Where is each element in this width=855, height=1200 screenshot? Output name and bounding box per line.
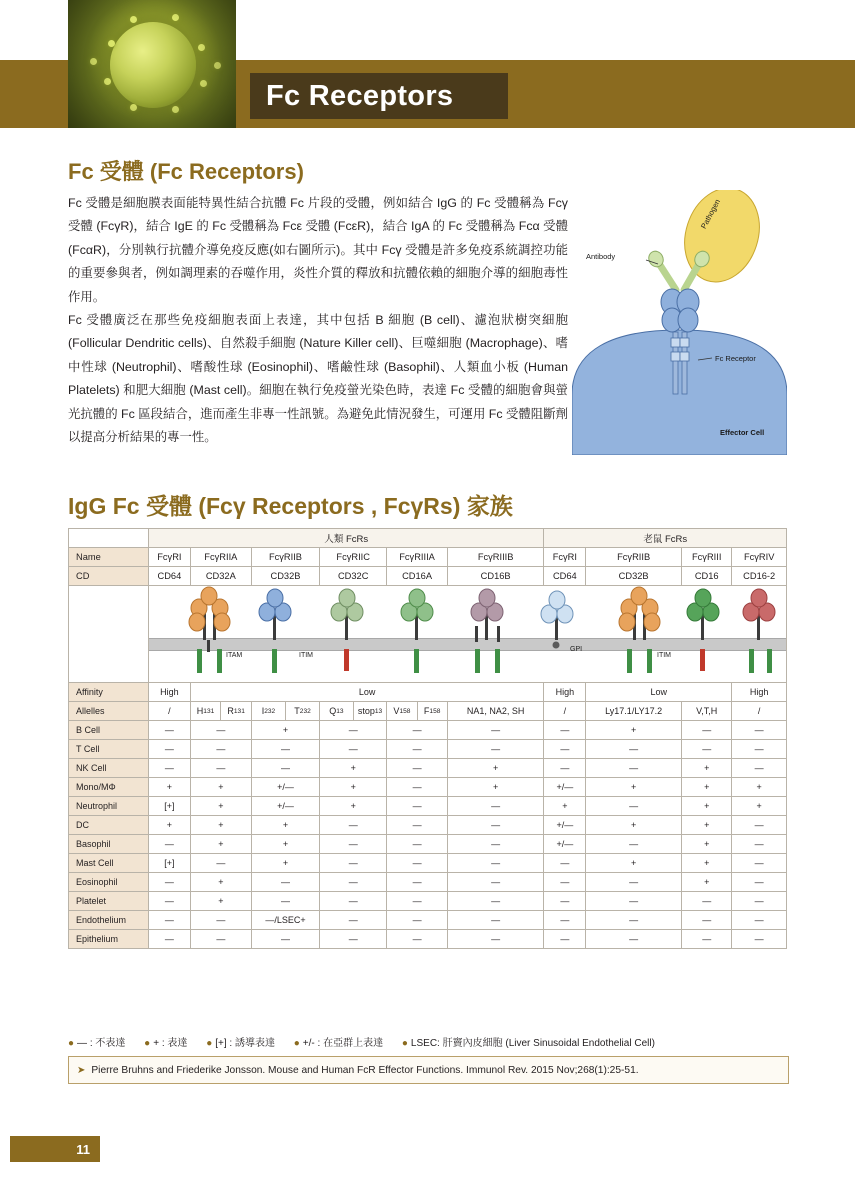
cell-name-6: FcγRI	[544, 548, 586, 567]
cell-endo-3: —	[320, 911, 387, 930]
cell-name-5: FcγRIIIB	[447, 548, 544, 567]
cell-plt-0: —	[149, 892, 191, 911]
page-title: Fc Receptors	[266, 79, 454, 112]
cell-plt-4: —	[387, 892, 448, 911]
cell-plt-9: —	[732, 892, 787, 911]
cell-epi-4: —	[387, 930, 448, 949]
cell-bas-4: —	[387, 835, 448, 854]
cell-neu-7: —	[586, 797, 682, 816]
cell-mono-7: +	[586, 778, 682, 797]
cell-t-6: —	[544, 740, 586, 759]
cell-plt-2: —	[251, 892, 319, 911]
cell-mast-7: +	[586, 854, 682, 873]
cell-nk-9: —	[732, 759, 787, 778]
cell-name-1: FcγRIIA	[190, 548, 251, 567]
cell-neu-5: —	[447, 797, 544, 816]
cell-nk-2: —	[251, 759, 319, 778]
cell-t-7: —	[586, 740, 682, 759]
table-row	[69, 778, 787, 797]
section-heading-fc-receptors: Fc 受體 (Fc Receptors)	[68, 159, 304, 184]
cell-endo-0: —	[149, 911, 191, 930]
cell-cd-0: CD64	[149, 567, 191, 586]
cell-affinity-human-low: Low	[190, 683, 544, 702]
cell-endo-8: —	[682, 911, 732, 930]
cell-epi-8: —	[682, 930, 732, 949]
cell-affinity-mouse-low: Low	[586, 683, 732, 702]
cell-mono-2: +/—	[251, 778, 319, 797]
cell-eos-0: —	[149, 873, 191, 892]
cell-allele-8: F 158	[423, 706, 441, 716]
cell-endo-2: —/LSEC+	[251, 911, 319, 930]
table-row	[69, 892, 787, 911]
cell-name-0: FcγRI	[149, 548, 191, 567]
cell-plt-3: —	[320, 892, 387, 911]
cell-cd-4: CD16A	[387, 567, 448, 586]
cell-dc-1: +	[190, 816, 251, 835]
page-title-bar	[250, 73, 508, 119]
cell-allele-1: H 131	[191, 702, 222, 720]
cell-mono-5: +	[447, 778, 544, 797]
cell-t-0: —	[149, 740, 191, 759]
cell-cd-8: CD16	[682, 567, 732, 586]
cell-neu-3: +	[320, 797, 387, 816]
row-label-dc: DC	[69, 816, 149, 835]
cell-b-8: —	[682, 721, 732, 740]
cell-nk-5: +	[447, 759, 544, 778]
diagram-label-pathogen: Pathogen	[699, 197, 723, 231]
cell-mast-5: —	[447, 854, 544, 873]
table-row-receptor-graphics	[69, 586, 787, 683]
table-row	[69, 930, 787, 949]
cell-allele-h131-r131	[190, 702, 251, 721]
group-header-human: 人類 FcRs	[149, 529, 544, 548]
receptor-structure-canvas	[149, 586, 786, 682]
cell-allele-m2: V,T,H	[682, 702, 732, 721]
table-row-alleles	[69, 702, 787, 721]
cell-b-0: —	[149, 721, 191, 740]
virus-photo	[68, 0, 236, 128]
legend-item-2	[206, 1038, 275, 1049]
table-row	[69, 740, 787, 759]
cell-name-2: FcγRIIB	[251, 548, 319, 567]
row-label-endothelium: Endothelium	[69, 911, 149, 930]
cell-t-8: —	[682, 740, 732, 759]
cell-eos-7: —	[586, 873, 682, 892]
legend-item-3	[294, 1038, 383, 1049]
cell-allele-0: /	[149, 702, 191, 721]
cell-allele-i232-t232	[251, 702, 319, 721]
cell-t-2: —	[251, 740, 319, 759]
cell-affinity-mouse-high2: High	[732, 683, 787, 702]
cell-plt-5: —	[447, 892, 544, 911]
paragraph-1: Fc 受體是細胞膜表面能特異性結合抗體 Fc 片段的受體，例如結合 IgG 的 Fc 受體稱為 Fcγ 受體 (FcγR)，結合 IgE 的 Fc 受體稱為 Fcε 受體 (FcεR)，結合 IgA 的 Fc 受體稱為 Fcα 受體 (FcαR)，分別執行抗體介導免疫反應(如右圖所示)。其中 Fcγ 受體是許多免疫系統調控功能的重要參與者，例如調理素的吞噬作用，炎性介質的釋放和抗體依賴的細胞介導的細胞毒性作用。	[68, 196, 568, 304]
cell-eos-2: —	[251, 873, 319, 892]
fcr-family-table	[68, 528, 787, 949]
cell-mast-9: —	[732, 854, 787, 873]
cell-name-8: FcγRIII	[682, 548, 732, 567]
cell-mono-8: +	[682, 778, 732, 797]
cell-t-1: —	[190, 740, 251, 759]
cell-nk-4: —	[387, 759, 448, 778]
cell-eos-5: —	[447, 873, 544, 892]
cell-mast-0: [+]	[149, 854, 191, 873]
cell-affinity-mouse-high: High	[544, 683, 586, 702]
cell-b-9: —	[732, 721, 787, 740]
cell-cd-3: CD32C	[320, 567, 387, 586]
table-row	[69, 854, 787, 873]
cell-b-3: —	[320, 721, 387, 740]
cell-name-3: FcγRIIC	[320, 548, 387, 567]
cell-allele-m3: /	[732, 702, 787, 721]
cell-neu-0: [+]	[149, 797, 191, 816]
table-row	[69, 816, 787, 835]
cell-nk-1: —	[190, 759, 251, 778]
row-label-nk-cell: NK Cell	[69, 759, 149, 778]
cell-epi-7: —	[586, 930, 682, 949]
row-label-platelet: Platelet	[69, 892, 149, 911]
cell-endo-9: —	[732, 911, 787, 930]
cell-nk-0: —	[149, 759, 191, 778]
cell-plt-6: —	[544, 892, 586, 911]
cell-b-4: —	[387, 721, 448, 740]
page-number: 11	[76, 1141, 90, 1157]
table-row-name	[69, 548, 787, 567]
cell-neu-6: +	[544, 797, 586, 816]
cell-neu-1: +	[190, 797, 251, 816]
row-label-eosinophil: Eosinophil	[69, 873, 149, 892]
cell-bas-3: —	[320, 835, 387, 854]
arrow-icon: ➤	[77, 1064, 86, 1076]
cell-b-5: —	[447, 721, 544, 740]
cell-mono-6: +/—	[544, 778, 586, 797]
legend-item-1	[144, 1038, 187, 1049]
cell-plt-7: —	[586, 892, 682, 911]
cell-mono-9: +	[732, 778, 787, 797]
cell-dc-4: —	[387, 816, 448, 835]
cell-epi-3: —	[320, 930, 387, 949]
cell-t-5: —	[447, 740, 544, 759]
cell-eos-9: —	[732, 873, 787, 892]
cell-bas-2: +	[251, 835, 319, 854]
cell-epi-0: —	[149, 930, 191, 949]
cell-b-6: —	[544, 721, 586, 740]
fcr-family-table-wrapper	[68, 528, 787, 949]
cell-cd-6: CD64	[544, 567, 586, 586]
diagram-label-antibody: Antibody	[586, 252, 616, 261]
row-label-t-cell: T Cell	[69, 740, 149, 759]
cell-dc-6: +/—	[544, 816, 586, 835]
row-label-epithelium: Epithelium	[69, 930, 149, 949]
motif-label-itim-human: ITIM	[299, 652, 313, 659]
row-label-neutrophil: Neutrophil	[69, 797, 149, 816]
legend-item-4	[402, 1038, 655, 1049]
cell-name-9: FcγRIV	[732, 548, 787, 567]
cell-mast-8: +	[682, 854, 732, 873]
cell-dc-3: —	[320, 816, 387, 835]
cell-bas-0: —	[149, 835, 191, 854]
cell-dc-5: —	[447, 816, 544, 835]
table-row	[69, 721, 787, 740]
cell-cd-9: CD16-2	[732, 567, 787, 586]
row-label-graphics	[69, 586, 149, 683]
motif-label-itam-human: ITAM	[226, 652, 243, 659]
group-header-blank	[69, 529, 149, 548]
cell-bas-1: +	[190, 835, 251, 854]
cell-allele-m0: /	[544, 702, 586, 721]
cell-t-4: —	[387, 740, 448, 759]
row-label-alleles: Allelles	[69, 702, 149, 721]
cell-b-2: +	[251, 721, 319, 740]
cell-allele-9: NA1, NA2, SH	[447, 702, 544, 721]
cell-allele-v158-f158	[387, 702, 448, 721]
cell-cd-1: CD32A	[190, 567, 251, 586]
table-row	[69, 835, 787, 854]
cell-t-9: —	[732, 740, 787, 759]
cell-name-4: FcγRIIIA	[387, 548, 448, 567]
legend-text-2: [+] : 誘導表達	[215, 1038, 275, 1049]
cell-neu-2: +/—	[251, 797, 319, 816]
cell-eos-3: —	[320, 873, 387, 892]
cell-t-3: —	[320, 740, 387, 759]
cell-dc-9: —	[732, 816, 787, 835]
cell-endo-5: —	[447, 911, 544, 930]
legend-text-0: — : 不表達	[77, 1038, 126, 1049]
paragraph-2: Fc 受體廣泛在那些免疫細胞表面上表達，其中包括 B 細胞 (B cell)、濾泡狀樹突細胞 (Follicular Dendritic cells)、自然殺手細胞 (Nature Killer cell)、巨噬細胞 (Macrophage)、嗜中性球 (Neutrophil)、嗜酸性球 (Eosinophil)、嗜鹼性球 (Basophil)、人類血小板 (Human Platelets) 和肥大細胞 (Mast cell)。細胞在執行免疫螢光染色時，表達 Fc 受體的細胞會與螢光抗體的 Fc 區段結合，進而產生非專一性訊號。為避免此情況發生，可運用 Fc 受體阻斷劑以提高分析結果的專一性。	[68, 313, 568, 445]
diagram-label-fc-receptor: Fc Receptor	[715, 354, 756, 363]
row-label-mast-cell: Mast Cell	[69, 854, 149, 873]
cell-nk-6: —	[544, 759, 586, 778]
cell-allele-6: stop 13	[357, 706, 383, 716]
cell-neu-4: —	[387, 797, 448, 816]
motif-label-gpi: GPI	[570, 646, 583, 653]
cell-nk-3: +	[320, 759, 387, 778]
cell-dc-7: +	[586, 816, 682, 835]
motif-label-itim-mouse: ITIM	[657, 652, 671, 659]
reference-text: Pierre Bruhns and Friederike Jonsson. Mouse and Human FcR Effector Functions. Immunol Rev. 2015 Nov;268(1):25-51.	[91, 1064, 639, 1076]
cell-mast-4: —	[387, 854, 448, 873]
table-row	[69, 759, 787, 778]
cell-allele-2: R 131	[227, 706, 245, 716]
cell-mast-2: +	[251, 854, 319, 873]
bullet-icon: ●	[293, 1038, 300, 1049]
table-row-cd	[69, 567, 787, 586]
cell-mono-0: +	[149, 778, 191, 797]
cell-epi-2: —	[251, 930, 319, 949]
cell-mono-1: +	[190, 778, 251, 797]
cell-allele-m1: Ly17.1/LY17.2	[586, 702, 682, 721]
cell-neu-9: +	[732, 797, 787, 816]
cell-bas-5: —	[447, 835, 544, 854]
cell-epi-5: —	[447, 930, 544, 949]
table-row-affinity	[69, 683, 787, 702]
fc-receptor-diagram	[572, 190, 787, 455]
cell-bas-7: —	[586, 835, 682, 854]
cell-cd-7: CD32B	[586, 567, 682, 586]
legend-text-3: +/- : 在亞群上表達	[302, 1038, 384, 1049]
cell-name-7: FcγRIIB	[586, 548, 682, 567]
cell-nk-7: —	[586, 759, 682, 778]
cell-eos-4: —	[387, 873, 448, 892]
page-footer	[10, 1136, 100, 1162]
cell-plt-8: —	[682, 892, 732, 911]
table-row	[69, 873, 787, 892]
cell-nk-8: +	[682, 759, 732, 778]
cell-bas-9: —	[732, 835, 787, 854]
cell-neu-8: +	[682, 797, 732, 816]
cell-mast-3: —	[320, 854, 387, 873]
cell-b-7: +	[586, 721, 682, 740]
cell-dc-0: +	[149, 816, 191, 835]
cell-affinity-human-high: High	[149, 683, 191, 702]
table-legend	[68, 1034, 787, 1049]
cell-allele-7: V 158	[387, 702, 417, 720]
fc-receptor-description	[68, 192, 568, 449]
table-row	[69, 797, 787, 816]
diagram-label-effector-cell: Effector Cell	[720, 428, 765, 437]
cell-b-1: —	[190, 721, 251, 740]
row-label-b-cell: B Cell	[69, 721, 149, 740]
virus-photo-vignette	[68, 0, 236, 128]
table-row	[69, 911, 787, 930]
cell-epi-1: —	[190, 930, 251, 949]
bullet-icon: ●	[206, 1038, 213, 1049]
cell-mast-6: —	[544, 854, 586, 873]
cell-endo-4: —	[387, 911, 448, 930]
cell-endo-1: —	[190, 911, 251, 930]
row-label-basophil: Basophil	[69, 835, 149, 854]
legend-text-1: + : 表達	[153, 1038, 188, 1049]
cell-plt-1: +	[190, 892, 251, 911]
cell-eos-8: +	[682, 873, 732, 892]
cell-epi-6: —	[544, 930, 586, 949]
receptor-structure-graphic	[149, 586, 787, 683]
cell-mono-3: +	[320, 778, 387, 797]
cell-endo-6: —	[544, 911, 586, 930]
table-row-group-header	[69, 529, 787, 548]
cell-allele-5: Q 13	[320, 702, 354, 720]
cell-bas-8: +	[682, 835, 732, 854]
bullet-icon: ●	[401, 1038, 408, 1049]
legend-item-0	[68, 1038, 125, 1049]
cell-allele-3: I 232	[252, 702, 286, 720]
cell-cd-5: CD16B	[447, 567, 544, 586]
cell-mono-4: —	[387, 778, 448, 797]
cell-dc-8: +	[682, 816, 732, 835]
row-label-cd: CD	[69, 567, 149, 586]
cell-endo-7: —	[586, 911, 682, 930]
cell-allele-q13-stop13	[320, 702, 387, 721]
row-label-mono: Mono/MΦ	[69, 778, 149, 797]
cell-cd-2: CD32B	[251, 567, 319, 586]
bullet-icon: ●	[68, 1038, 75, 1049]
bullet-icon: ●	[144, 1038, 151, 1049]
reference-box	[68, 1056, 789, 1084]
section-heading-igg-fc-receptors: IgG Fc 受體 (Fcγ Receptors , FcγRs) 家族	[68, 493, 513, 519]
cell-allele-4: T 232	[294, 706, 311, 716]
cell-epi-9: —	[732, 930, 787, 949]
row-label-name: Name	[69, 548, 149, 567]
receptor-structure-svg	[149, 586, 786, 682]
legend-text-4: LSEC: 肝竇內皮細胞 (Liver Sinusoidal Endothelial Cell)	[410, 1038, 655, 1049]
row-label-affinity: Affinity	[69, 683, 149, 702]
fc-receptor-diagram-svg	[572, 190, 787, 455]
cell-mast-1: —	[190, 854, 251, 873]
cell-bas-6: +/—	[544, 835, 586, 854]
group-header-mouse: 老鼠 FcRs	[544, 529, 787, 548]
cell-dc-2: +	[251, 816, 319, 835]
cell-eos-6: —	[544, 873, 586, 892]
cell-eos-1: +	[190, 873, 251, 892]
